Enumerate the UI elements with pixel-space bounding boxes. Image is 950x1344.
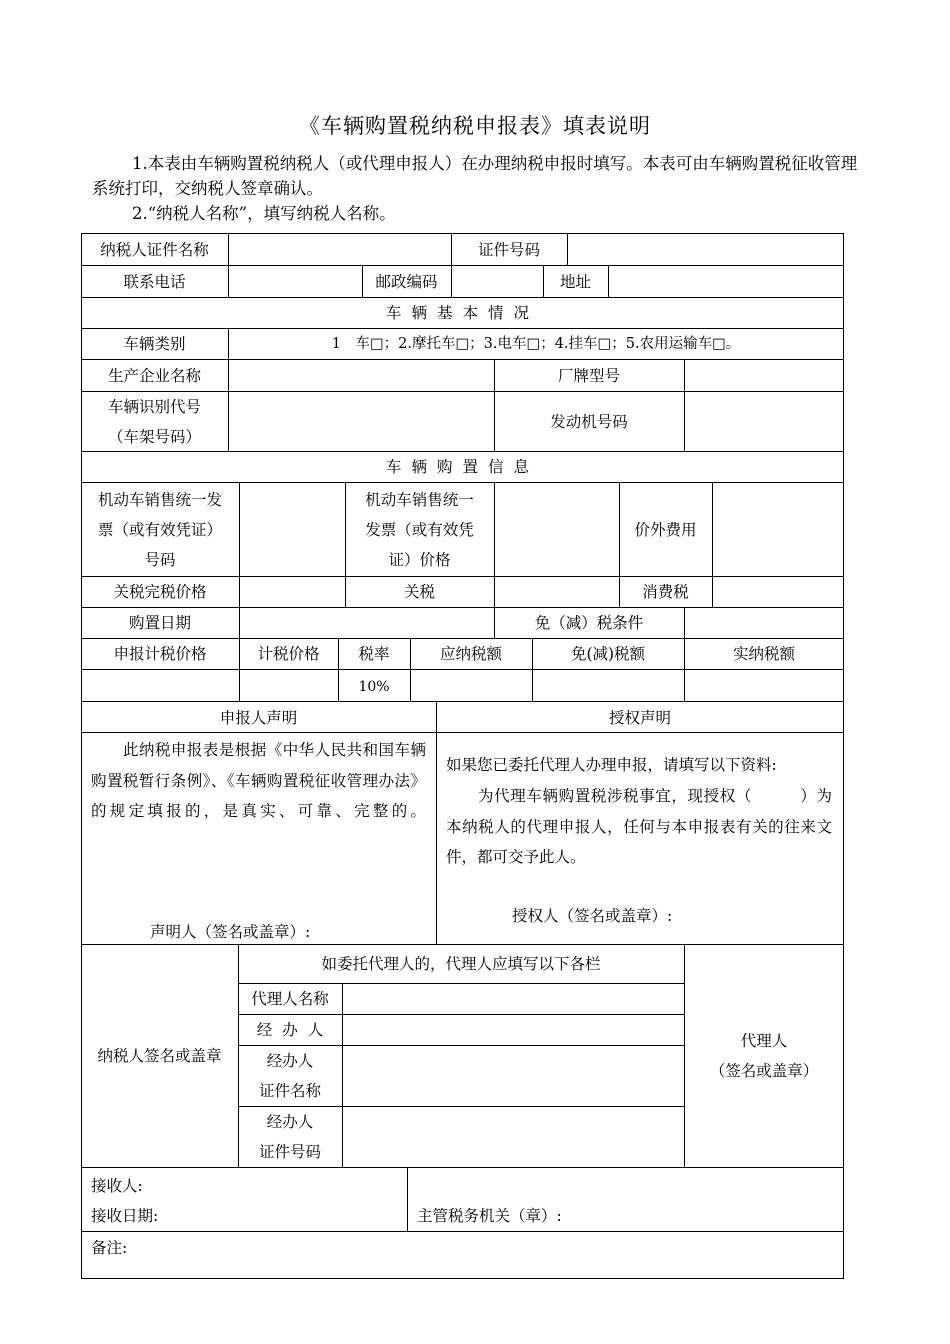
vehicle-type-label: 车辆类别 — [123, 335, 186, 353]
handler-id-no-label — [238, 1107, 342, 1167]
col-divider — [228, 359, 229, 451]
agent-signature-label — [684, 945, 844, 1167]
col-divider — [684, 607, 685, 638]
instruction-item-2: 2.“纳税人名称”，填写纳税人名称。 — [132, 204, 396, 223]
authorizer-signature: 授权人（签名或盖章）: — [512, 907, 673, 925]
col-divider — [228, 265, 229, 297]
tax-payable-label: 应纳税额 — [439, 645, 502, 663]
taxable-price-label: 计税价格 — [257, 645, 320, 663]
taxpayer-signature-label: 纳税人签名或盖章 — [97, 1047, 222, 1065]
handler-id-no-label-line2: 证件号码 — [258, 1143, 321, 1161]
invoice-price-label-line2: 发票（或有效凭 — [365, 520, 474, 539]
row-divider — [81, 669, 844, 670]
engine-no-label: 发动机号码 — [550, 412, 628, 431]
declarant-statement-header: 申报人声明 — [219, 709, 298, 727]
tax-exempt-label: 免(减)税额 — [570, 645, 646, 663]
extra-fee-label: 价外费用 — [634, 520, 697, 539]
handler-id-type-label — [238, 1046, 342, 1106]
invoice-no-label-line3: 号码 — [144, 550, 176, 569]
col-divider — [228, 233, 229, 265]
invoice-no-label-line2: 票（或有效凭证） — [97, 520, 222, 539]
row-divider — [81, 1167, 844, 1168]
col-divider — [608, 265, 609, 297]
col-divider — [436, 701, 437, 944]
col-divider — [684, 359, 685, 451]
col-divider — [239, 482, 240, 638]
vehicle-basic-header: 车辆基本情况 — [385, 304, 539, 322]
vin-label-line2: （车架号码） — [107, 427, 201, 446]
id-number-label: 证件号码 — [477, 241, 540, 259]
purchase-info-header: 车辆购置信息 — [385, 458, 539, 476]
purchase-date-label: 购置日期 — [128, 614, 191, 632]
col-divider — [451, 265, 452, 297]
agent-signature-label-line1: 代理人 — [740, 1032, 788, 1050]
tax-rate-value: 10% — [358, 679, 390, 695]
page-title: 《车辆购置税纳税申报表》填表说明 — [299, 114, 651, 138]
handler-id-no-label-line1: 经办人 — [266, 1113, 314, 1131]
handler-label: 经办人 — [256, 1021, 334, 1039]
tax-rate-label: 税率 — [358, 645, 390, 663]
manufacturer-label: 生产企业名称 — [107, 366, 201, 385]
authorization-header: 授权声明 — [608, 709, 671, 727]
invoice-price-label — [345, 483, 494, 576]
receive-date-label: 接收日期: — [91, 1207, 159, 1225]
tariff-label: 关税 — [403, 583, 435, 601]
customs-price-label: 关税完税价格 — [113, 583, 207, 601]
tax-paid-label: 实纳税额 — [732, 645, 795, 663]
vin-label-line1: 车辆识别代号 — [107, 397, 201, 416]
col-divider — [712, 482, 713, 607]
declarant-statement-text: 此纳税申报表是根据《中华人民共和国车辆购置税暂行条例》、《车辆购置税征收管理办法》的规定填报的，是真实、可靠、完整的。 — [91, 741, 426, 820]
declared-taxable-price-label: 申报计税价格 — [113, 645, 207, 663]
invoice-no-label-line1: 机动车销售统一发 — [97, 490, 222, 509]
phone-label: 联系电话 — [123, 273, 186, 291]
invoice-no-label — [81, 483, 239, 576]
row-divider — [81, 265, 844, 266]
row-divider — [81, 701, 844, 702]
handler-id-type-label-line1: 经办人 — [266, 1052, 314, 1070]
consumption-tax-label: 消费税 — [642, 583, 689, 601]
agent-name-label: 代理人名称 — [251, 990, 329, 1008]
authorization-line2: 为代理车辆购置税涉税事宜，现授权（ ）为本纳税人的代理申报人，任何与本申报表有关的往来文件，都可交予此人。 — [446, 787, 832, 866]
brand-model-label: 厂牌型号 — [557, 366, 620, 385]
receiver-label: 接收人: — [91, 1177, 143, 1195]
exemption-condition-label: 免（减）税条件 — [534, 614, 644, 632]
agent-fill-header: 如委托代理人的，代理人应填写以下各栏 — [321, 955, 601, 973]
agent-signature-label-line2: （签名或盖章） — [709, 1062, 819, 1080]
id-type-label: 纳税人证件名称 — [100, 241, 209, 259]
tax-authority-label: 主管税务机关（章）: — [417, 1207, 562, 1225]
invoice-price-label-line1: 机动车销售统一 — [365, 490, 474, 509]
vin-label — [81, 392, 228, 451]
col-divider — [407, 1167, 408, 1231]
handler-id-type-label-line2: 证件名称 — [258, 1082, 321, 1100]
vehicle-type-options: 1 车□；2.摩托车□；3.电车□；4.挂车□；5.农用运输车□。 — [331, 336, 741, 352]
instruction-item-1: 1.本表由车辆购置税纳税人（或代理申报人）在办理纳税申报时填写。本表可由车辆购置税征收管理系统打印，交纳税人签章确认。 — [92, 154, 858, 198]
col-divider — [567, 233, 568, 265]
invoice-price-label-line3: 证）价格 — [388, 550, 451, 569]
col-divider — [342, 983, 343, 1167]
postcode-label: 邮政编码 — [375, 273, 438, 291]
remarks-label: 备注: — [91, 1239, 128, 1257]
authorization-line1: 如果您已委托代理人办理申报，请填写以下资料: — [446, 756, 777, 774]
address-label: 地址 — [559, 273, 591, 291]
declarant-signature: 声明人（签名或盖章）: — [150, 923, 311, 941]
